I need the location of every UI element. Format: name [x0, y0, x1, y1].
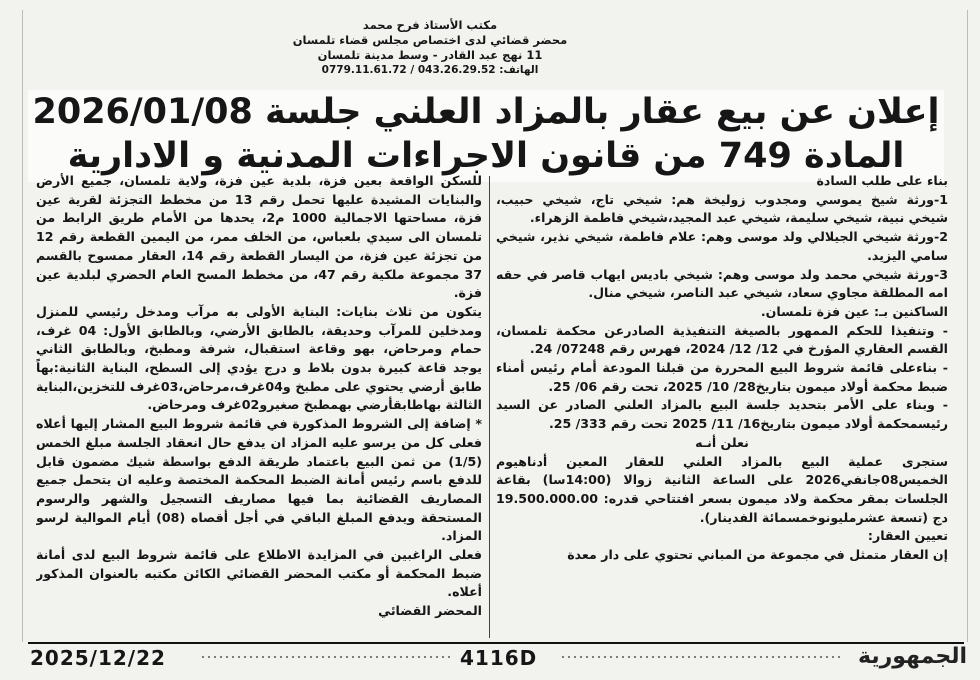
paragraph-judgment: - وتنفيذا للحكم الممهور بالصيغة التنفيذية الصادرعن محكمة تلمسان، القسم العقاري المؤرخ في 12/ 12/ 2024، فهرس رقم 07248/ 24.	[496, 322, 948, 357]
paragraph-heirs-2: 2-ورثة شيخي الجيلالي ولد موسى وهم: علام فاطمة، شيخي نذير، شيخي سامي اليزيد.	[496, 229, 948, 263]
paragraph-announce-heading: نعلن أنـه	[695, 434, 749, 450]
paragraph-payment-terms: * إضافة إلى الشروط المذكورة في قائمة شروط البيع المشار إليها أعلاه فعلى كل من يرسو عليه المزاد ان يدفع حال انعقاد الجلسة مبلغ الخمس (1/5) من ثمن البيع باعتماد طريقة الدفع بواسطة شيك مضمون قابل للدفع باسم رئيس أمانة الضبط المحكمة المختصة وعليه ان يتحمل جميع المصاريف القضائية بما فيها مصاريف التسجيل والشهر والرسوم المستحقة ويدفع المبلغ الباقي في أجل أقصاه (08) أيام الموالية لرسو المزاد.	[36, 416, 482, 544]
footer-code: 4116D	[460, 646, 538, 670]
footer-dots-right	[560, 654, 840, 660]
paragraph-property-location: للسكن الواقعة بعين فزة، بلدية عين فزة، ولاية تلمسان، جميع الأرض والبنايات المشيدة عليها تحمل رقم 13 من مخطط التجزئة لقرية عين فزة، مساحتها الاجمالية 1000 م2، يحدها من الأمام طريق الرابط من تلمسان الى سيدي بلعباس، من الخلف ممر، من اليمين القطعة رقم 12 من تجزئة عين فزة، من اليسار القطعة رقم 14، العقار ممسوح بالقسم 37 مجموعة ملكية رقم 47، من مخطط المسح العام الحضري لبلدية عين فزة.	[36, 173, 482, 301]
paragraph-sale-details: ستجرى عملية البيع بالمزاد العلني للعقار المعين أدناهيوم الخميس08جانفي2026 على الساعة الثانية زوالا (14:00سا) بقاعة الجلسات بمقر محكمة ولاد ميمون بسعر افتتاحي قدره: 19.500.000.00 دج (تسعة عشرمليونوخمسمائة الفدينار).	[496, 453, 948, 525]
column-divider	[489, 176, 490, 638]
paragraph-inspection: فعلى الراغبين في المزايدة الاطلاع على قائمة شروط البيع لدى أمانة ضبط المحكمة أو مكتب المحضر القضائي الكائن مكتبه بالعنوان المذكور أعلاه.	[36, 547, 482, 600]
left-text-column	[36, 172, 482, 640]
paragraph-conditions: - بناءعلى قائمة شروط البيع المحررة من قبلنا المودعة أمام رئيس أمناء ضبط محكمة أولاد ميمون بتاريخ28/ 10/ 2025، تحت رقم 06/ 25.	[496, 360, 948, 394]
office-name: مكتب الأستاذ فرح محمد	[362, 18, 498, 32]
office-phone: الهاتف: 043.26.29.52 / 0779.11.61.72	[321, 64, 539, 76]
newspaper-logo: الجمهورية	[858, 644, 967, 669]
paragraph-property-heading: تعيين العقار:	[867, 528, 948, 544]
office-jurisdiction: محضر قضائي لدى اختصاص مجلس قضاء تلمسان	[292, 33, 568, 47]
right-text-column	[496, 172, 948, 640]
paragraph-heirs-3: 3-ورثة شيخي محمد ولد موسى وهم: شيخي باديس ايهاب قاصر في حقه امه المطلقة مجاوي سعاد، شيخي عبد الناصر، شيخي منال.	[496, 266, 948, 301]
paragraph-buildings: يتكون من ثلاث بنايات: البناية الأولى به مرآب ومدخل رئيسي للمنزل ومدخلين للمرآب وحديقة، بالطابق الأرضي، وبالطابق الأول: 04 غرف، حمام ومرحاض، بهو وقاعة استقبال، شرفة ومطبخ، وبالطابق الثاني يوجد قاعة كبيرة بدون بلاط و درج يؤدي إلى السطح، البناية الثانية:بهاً طابق أرضي يحتوي على مطبخ و04غرف،مرحاض،03غرف للتخزين،البناية الثالثة بهاطابقأرضي بهمطبخ صغيرو02غرف ومرحاض.	[36, 303, 482, 413]
headline-line-1: إعلان عن بيع عقار بالمزاد العلني جلسة 2026/01/08	[32, 92, 940, 132]
announcement-headline	[28, 90, 944, 182]
office-address: 11 نهج عبد القادر - وسط مدينة تلمسان	[317, 48, 543, 62]
footer-rule	[28, 642, 964, 644]
paragraph-property-start: إن العقار متمثل في مجموعة من المباني تحتوي على دار معدة	[567, 547, 948, 563]
paragraph-residence: الساكنين بـ: عين فزة تلمسان.	[760, 303, 948, 319]
paragraph-heirs-1: 1-ورثة شيخ يموسي ومجدوب زوليخة هم: شيخي تاج، شيخي حبيب، شيخي نبية، شيخي سليمة، شيخي عبد المجيد،شيخي فاطمة الزهراء.	[496, 191, 948, 226]
paragraph-order: - وبناء على الأمر بتحديد جلسة البيع بالمزاد العلني الصادر عن السيد رئيسمحكمة أولاد ميمون بتاريخ16/ 11/ 2025 تحت رقم 333/ 25.	[496, 397, 948, 432]
bailiff-office-header	[240, 18, 620, 78]
paragraph-request: بناء على طلب السادة	[816, 173, 948, 188]
footer-date: 2025/12/22	[30, 646, 166, 670]
footer-dots-left	[200, 654, 450, 660]
headline-line-2: المادة 749 من قانون الاجراءات المدنية و الادارية	[67, 136, 905, 176]
signature-bailiff: المحضر القضائي	[378, 603, 482, 619]
